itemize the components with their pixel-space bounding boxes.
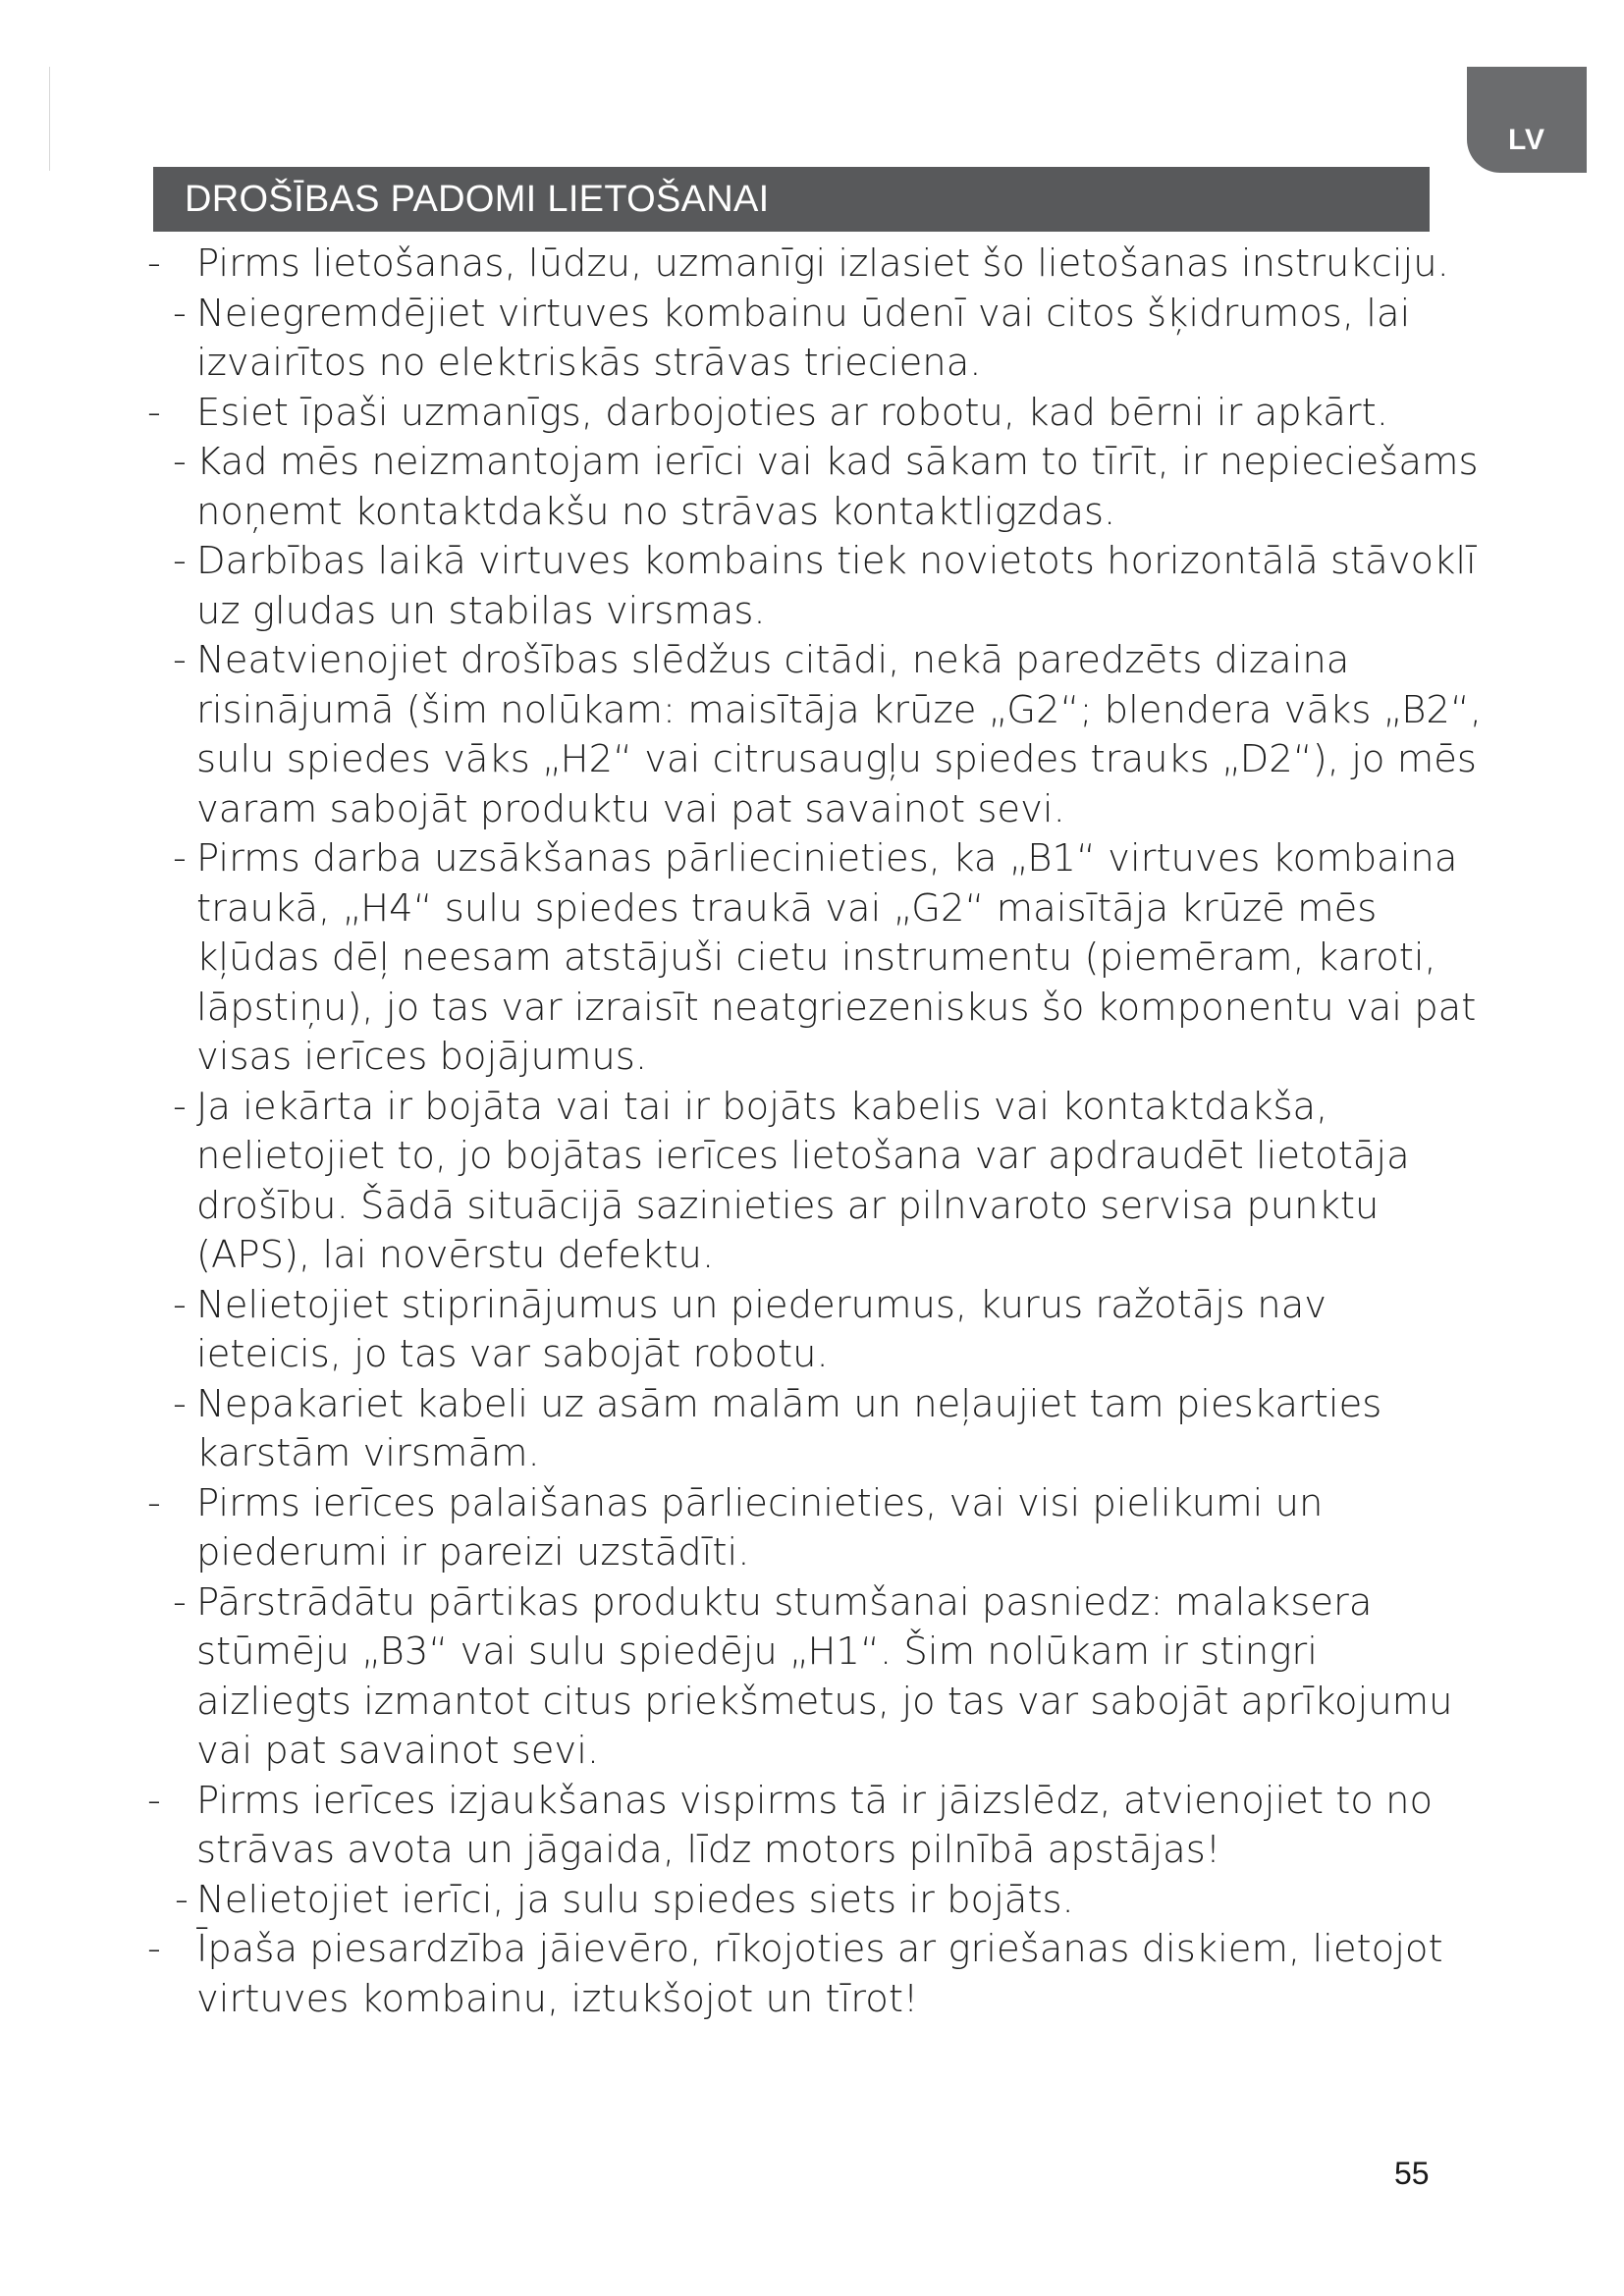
page-number: 55 bbox=[1394, 2156, 1430, 2191]
list-item-text: Ja iekārta ir bojāta vai tai ir bojāts kabelis vai kontaktdakša, nelietojiet to, jo bojātas ierīces lietošana var apdraudēt lietotāja drošību. Šādā situācijā sazinieties ar pilnvaroto servisa punktu (APS), lai novērstu defektu. bbox=[196, 1084, 1410, 1277]
section-header bbox=[153, 167, 1430, 232]
list-item-text: Neatvienojiet drošības slēdžus citādi, nekā paredzēts dizaina risinājumā (šim nolūkam: maisītāja krūze „G2“; blendera vāks „B2“, sulu spiedes vāks „H2“ vai citrusaugļu spiedes trauks „D2“), jo mēs varam sabojāt produktu vai pat savainot sevi. bbox=[196, 638, 1483, 831]
list-item-text: Nepakariet kabeli uz asām malām un neļaujiet tam pieskarties karstām virsmām. bbox=[196, 1381, 1382, 1475]
list-dash: - bbox=[173, 440, 187, 484]
list-item bbox=[147, 537, 1483, 636]
list-item bbox=[147, 636, 1483, 834]
list-item bbox=[147, 1578, 1483, 1777]
list-item-text: Pirms ierīces izjaukšanas vispirms tā ir jāizslēdz, atvienojiet to no strāvas avota un jāgaida, līdz motors pilnībā apstājas! bbox=[196, 1778, 1434, 1872]
list-item bbox=[147, 1876, 1483, 1926]
list-dash: - bbox=[147, 1480, 161, 1525]
list-item bbox=[147, 389, 1483, 439]
list-dash: - bbox=[173, 1282, 187, 1327]
list-item bbox=[147, 1083, 1483, 1281]
list-item-text: Neiegremdējiet virtuves kombainu ūdenī vai citos šķidrumos, lai izvairītos no elektriskās strāvas trieciena. bbox=[196, 291, 1411, 385]
list-item-text: Esiet īpaši uzmanīgs, darbojoties ar robotu, kad bērni ir apkārt. bbox=[196, 390, 1388, 435]
list-item bbox=[147, 1479, 1483, 1578]
list-item-text: Pirms ierīces palaišanas pārliecinieties, vai visi pielikumi un piederumi ir pareizi uzstādīti. bbox=[196, 1480, 1324, 1575]
list-item bbox=[147, 1380, 1483, 1479]
list-item bbox=[147, 834, 1483, 1083]
language-tab bbox=[1467, 67, 1587, 173]
list-dash: - bbox=[173, 836, 187, 881]
list-dash: - bbox=[173, 291, 187, 336]
list-item-text: Īpaša piesardzība jāievēro, rīkojoties ar griešanas diskiem, lietojot virtuves kombainu, iztukšojot un tīrot! bbox=[196, 1927, 1443, 2021]
list-dash: - bbox=[175, 1877, 189, 1922]
list-dash: - bbox=[173, 539, 187, 583]
list-item-text: Pirms darba uzsākšanas pārliecinieties, ka „B1“ virtuves kombaina traukā, „H4“ sulu spiedes traukā vai „G2“ maisītāja krūzē mēs kļūdas dēļ neesam atstājuši cietu instrumentu (piemēram, karoti, lāpstiņu), jo tas var izraisīt neatgriezeniskus šo komponentu vai pat visas ierīces bojājumus. bbox=[196, 836, 1477, 1079]
list-item bbox=[147, 1925, 1483, 2024]
list-item-text: Kad mēs neizmantojam ierīci vai kad sākam to tīrīt, ir nepieciešams noņemt kontaktdakšu no strāvas kontaktligzdas. bbox=[196, 440, 1479, 534]
list-item-text: Pirms lietošanas, lūdzu, uzmanīgi izlasiet šo lietošanas instrukciju. bbox=[196, 241, 1449, 286]
list-item bbox=[147, 1281, 1483, 1380]
list-item bbox=[147, 240, 1483, 290]
list-dash: - bbox=[147, 390, 161, 435]
list-dash: - bbox=[147, 1778, 161, 1823]
list-item-text: Darbības laikā virtuves kombains tiek novietots horizontālā stāvoklī uz gludas un stabilas virsmas. bbox=[196, 539, 1477, 633]
list-item bbox=[147, 290, 1483, 389]
page-margin-line bbox=[49, 67, 50, 171]
safety-tips-list bbox=[147, 240, 1483, 2024]
language-tab-label: LV bbox=[1507, 124, 1546, 156]
section-title: DROŠĪBAS PADOMI LIETOŠANAI bbox=[185, 179, 770, 220]
list-item-text: Pārstrādātu pārtikas produktu stumšanai pasniedz: malaksera stūmēju „B3“ vai sulu spiedēju „H1“. Šim nolūkam ir stingri aizliegts izmantot citus priekšmetus, jo tas var sabojāt aprīkojumu vai pat savainot sevi. bbox=[196, 1579, 1453, 1773]
list-item-text: Nelietojiet ierīci, ja sulu spiedes siets ir bojāts. bbox=[196, 1877, 1074, 1922]
list-dash: - bbox=[173, 1381, 187, 1426]
list-item bbox=[147, 438, 1483, 537]
list-dash: - bbox=[147, 241, 161, 286]
list-dash: - bbox=[173, 1579, 187, 1625]
list-dash: - bbox=[147, 1927, 161, 1971]
list-dash: - bbox=[173, 638, 187, 682]
list-item bbox=[147, 1777, 1483, 1876]
list-item-text: Nelietojiet stiprinājumus un piederumus, kurus ražotājs nav ieteicis, jo tas var sabojāt robotu. bbox=[196, 1282, 1327, 1376]
list-dash: - bbox=[173, 1084, 187, 1129]
